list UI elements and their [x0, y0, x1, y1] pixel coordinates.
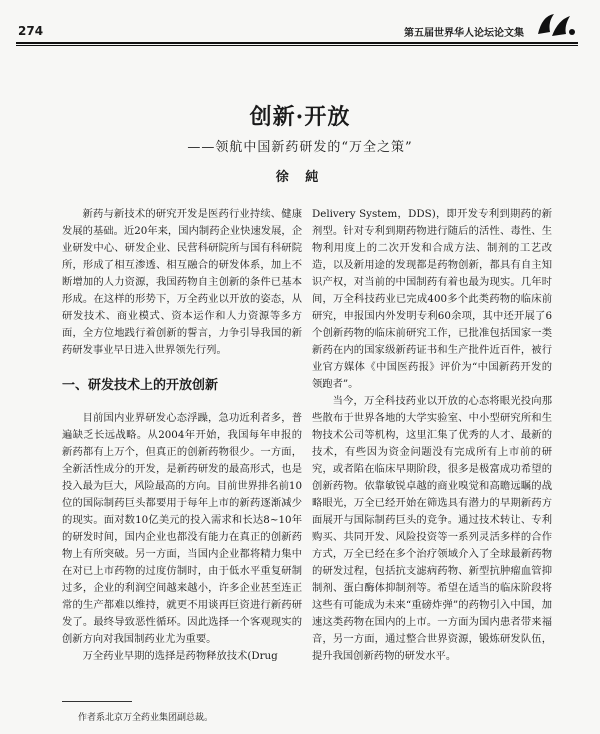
- publisher-logo-icon: [532, 10, 578, 40]
- journal-title: 第五届世界华人论坛论文集: [404, 28, 524, 39]
- paragraph: Delivery System，DDS)，即开发专利到期药的新剂型。针对专利到期药物进行随后的活性、毒性、生物利用度上的二次开发和合成方法、制剂的工艺改造，以及新用途的发现都是药物创新，都具有自主知识产权，对当前的中国制药有着也最为现实。几年时间，万全科技药业已完成400多个此类药物的临床前研究，申报国内外发明专利60余项，其中还开展了6个创新药物的临床前研究工作，已批准包括国家一类新药在内的国家级新药证书和生产批件近百件，被行业官方媒体《中国医药报》评价为“中国新药开发的领跑者”。: [312, 208, 552, 390]
- article-subtitle: ——领航中国新药研发的“万全之策”: [187, 140, 413, 155]
- article-author: 徐 純: [275, 170, 325, 185]
- footnote-rule: [62, 701, 132, 702]
- left-column: [62, 206, 302, 665]
- article-title: 创新·开放: [249, 104, 351, 130]
- paragraph: 当今，万全科技药业以开放的心态将眼光投向那些散布于世界各地的大学实验室、中小型研究所和生物技术公司等机构，这里汇集了优秀的人才、最新的技术，有些因为资金问题没有完成所有上市前的研究，或者陷在临床早期阶段，很多是极富成功希望的创新药物。依靠敏锐卓越的商业嗅觉和高瞻远瞩的战略眼光，万全已经开始在筛选具有潜力的早期新药方面展开与国际制药巨头的竞争。通过技术转让、专利购买、共同开发、风险投资等一系列灵活多样的合作方式，万全已经在多个治疗领域介入了全球最新药物的研发过程，包括抗支滤病药物、新型抗肿瘤血管抑制剂、蛋白酶体抑制剂等。希望在适当的临床阶段将这些有可能成为未来“重磅炸弹”的药物引入中国，加速这类药物在国内的上市。一方面为国内患者带来福音，另一方面，通过整合世界资源，锻炼研发队伍，提升我国创新药物的研发水平。: [312, 395, 552, 662]
- header-rule-thin: [16, 45, 578, 46]
- footnote: 作者系北京万全药业集团副总裁。: [78, 713, 214, 723]
- page-number: 274: [18, 24, 44, 38]
- paragraph: 目前国内业界研发心态浮躁，急功近利者多，普遍缺乏长远战略。从2004年开始，我国每年申报的新药都有上万个，但真正的创新药物很少。一方面，全新活性成分的开发，是新药研发的最高形式，也是投入最为巨大，风险最高的方向。目前世界排名前10位的国际制药巨头都要用于每年上市的新药逐渐减少的现实。面对数10亿美元的投入需求和长达8~10年的研发时间，国内企业也都没有能力在真正的创新药物上有所突破。另一方面，当国内企业都将精力集中在对已上市药物的过度仿制时，由于低水平重复研制过多，企业的利润空间越来越小，许多企业甚至连正常的生产都难以维持，就更不用谈再巨资进行新药研发了。最终导致恶性循环。因此选择一个客观现实的创新方向对我国制药业尤为重要。: [62, 412, 302, 645]
- right-column: [312, 206, 552, 665]
- paragraph: 新药与新技术的研究开发是医药行业持续、健康发展的基础。近20年来，国内制药企业快速发展，企业研发中心、研发企业、民营科研院所与国有科研院所，形成了相互渗透、相互融合的研发体系，加上不断增加的人力资源，我国药物自主创新的条件已基本形成。在这样的形势下，万全药业以开放的姿态，从研发技术、商业模式、资本运作和人力资源等多方面，全方位地践行着创新的誓言，力争引导我国的新药研发事业早日进入世界领先行列。: [62, 208, 302, 356]
- section-heading: 一、研发技术上的开放创新: [62, 378, 219, 393]
- paragraph: 万全药业早期的选择是药物释放技术(Drug: [82, 650, 278, 662]
- header-rule: [16, 42, 578, 44]
